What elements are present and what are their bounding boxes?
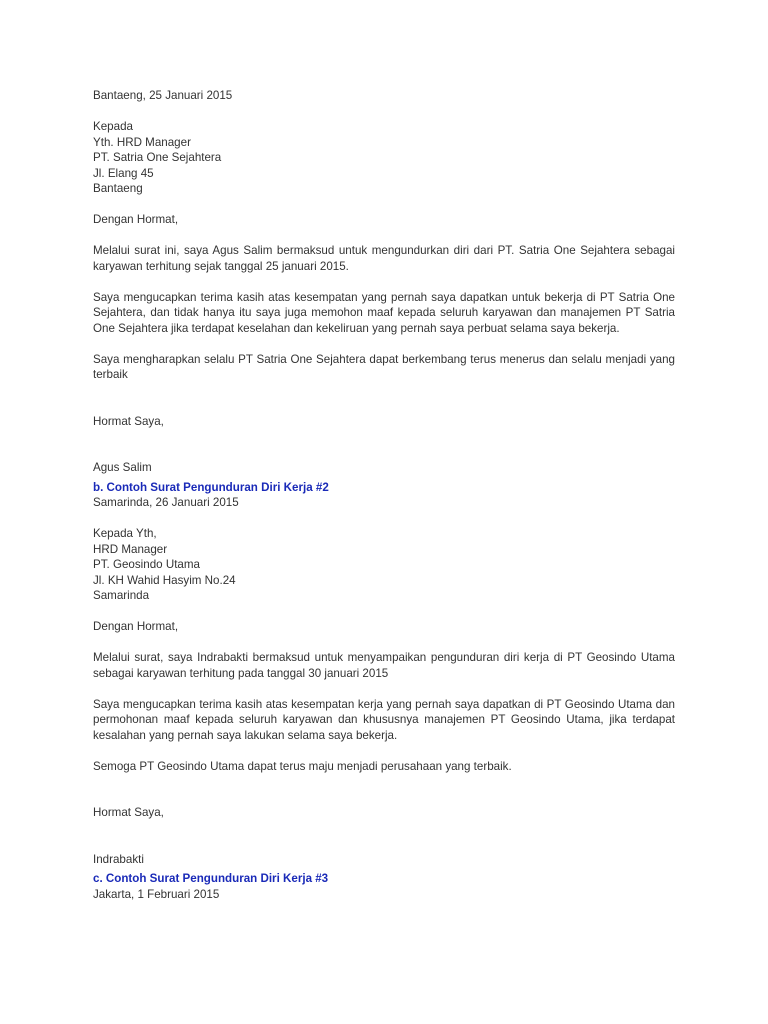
address-line: Kepada Yth, bbox=[93, 527, 157, 540]
body-paragraph: Saya mengharapkan selalu PT Satria One Sejahtera dapat berkembang terus menerus dan selalu menjadi yang terbaik bbox=[93, 352, 675, 381]
closing: Hormat Saya, bbox=[93, 414, 164, 428]
address-line: Jl. KH Wahid Hasyim No.24 bbox=[93, 573, 236, 587]
body-paragraph: Melalui surat ini, saya Agus Salim bermaksud untuk mengundurkan diri dari PT. Satria One Sejahtera sebagai karyawan terhitung sejak tanggal 25 januari 2015. bbox=[93, 244, 675, 273]
signature: Agus Salim bbox=[93, 461, 152, 474]
body-paragraph: Melalui surat, saya Indrabakti bermaksud untuk menyampaikan pengunduran diri kerja di PT Geosindo Utama sebagai karyawan terhitung pada tanggal 30 januari 2015 bbox=[93, 651, 675, 680]
address-line: Samarinda bbox=[93, 589, 150, 602]
address-line: Kepada bbox=[93, 120, 133, 133]
body-paragraph: Saya mengucapkan terima kasih atas kesempatan kerja yang pernah saya dapatkan di PT Geosindo Utama dan permohonan maaf kepada seluruh karyawan dan khususnya manajemen PT Geosindo Utama, jika terdapat kesalahan yang pernah saya lakukan selama saya bekerja. bbox=[93, 697, 675, 742]
signature: Indrabakti bbox=[93, 852, 144, 866]
body-paragraph: Semoga PT Geosindo Utama dapat terus maju menjadi perusahaan yang terbaik. bbox=[93, 759, 512, 773]
salutation: Dengan Hormat, bbox=[93, 213, 179, 226]
closing: Hormat Saya, bbox=[93, 806, 164, 819]
letter-3 bbox=[93, 871, 675, 902]
address-line: HRD Manager bbox=[93, 542, 168, 556]
document-page bbox=[93, 88, 675, 902]
recipient-address bbox=[93, 119, 675, 197]
address-line: PT. Satria One Sejahtera bbox=[93, 151, 222, 164]
recipient-address bbox=[93, 526, 675, 604]
address-line: Bantaeng bbox=[93, 182, 143, 195]
address-line: PT. Geosindo Utama bbox=[93, 558, 200, 571]
body-paragraph: Saya mengucapkan terima kasih atas kesempatan yang pernah saya dapatkan untuk bekerja di PT Satria One Sejahtera, dan tidak hanya itu saya juga memohon maaf kepada seluruh karyawan dan manajemen PT Satria One Sejahtera jika terdapat keselahan dan kekeliruan yang pernah saya perbuat selama saya bekerja. bbox=[93, 290, 675, 335]
place-date: Bantaeng, 25 Januari 2015 bbox=[93, 89, 233, 102]
address-line: Jl. Elang 45 bbox=[93, 166, 154, 180]
salutation: Dengan Hormat, bbox=[93, 620, 179, 633]
address-line: Yth. HRD Manager bbox=[93, 135, 191, 149]
letter-2 bbox=[93, 480, 675, 868]
place-date: Jakarta, 1 Februari 2015 bbox=[93, 887, 220, 901]
section-heading: c. Contoh Surat Pengunduran Diri Kerja #3 bbox=[93, 872, 329, 885]
section-heading: b. Contoh Surat Pengunduran Diri Kerja #2 bbox=[93, 480, 329, 494]
place-date: Samarinda, 26 Januari 2015 bbox=[93, 496, 239, 509]
letter-1 bbox=[93, 88, 675, 476]
